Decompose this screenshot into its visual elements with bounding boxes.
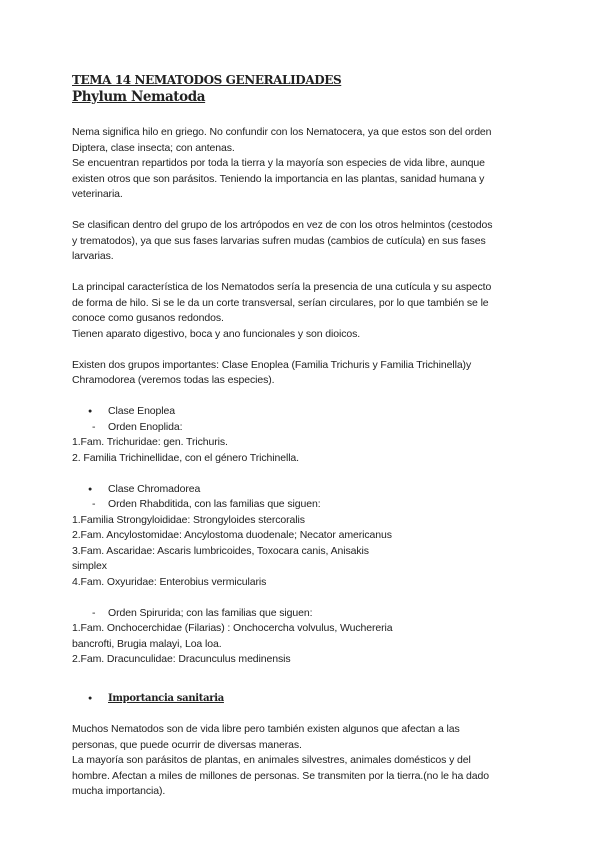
dash-item: - Orden Spirurida; con las familias que siguen: [72, 606, 532, 622]
family-line: 4.Fam. Oxyuridae: Enterobius vermicularis [72, 575, 267, 588]
chromadorea-section [72, 482, 532, 668]
bullet-item: ● Clase Enoplea [72, 404, 532, 420]
family-line: 3.Fam. Ascaridae: Ascaris lumbricoides, Toxocara canis, Anisakis [72, 544, 369, 557]
dash-item: - Orden Rhabditida, con las familias que siguen: [72, 497, 532, 513]
family-line: 1.Fam. Onchocerchidae (Filarias) : Onchocercha volvulus, Wuchereria [72, 622, 393, 634]
characteristics-paragraph [72, 280, 532, 342]
text-line: conoce como gusanos redondos. [72, 312, 224, 324]
text-line: personas, que puede ocurrir de diversas maneras. [72, 738, 302, 751]
text-line: existen otros que son parásitos. Teniendo la importancia en las plantas, sanidad humana y [72, 172, 485, 185]
text-line: La mayoría son parásitos de plantas, en animales silvestres, animales domésticos y del [72, 754, 471, 766]
groups-paragraph [72, 358, 532, 389]
document-title: TEMA 14 NEMATODOS GENERALIDADES [72, 73, 342, 87]
family-line: 2. Familia Trichinellidae, con el género Trichinella. [72, 451, 299, 464]
classification-paragraph [72, 218, 532, 265]
intro-paragraph [72, 125, 532, 203]
text-line: Diptera, clase insecta; con antenas. [72, 141, 235, 154]
family-line: bancrofti, Brugia malayi, Loa loa. [72, 637, 222, 650]
text-line: veterinaria. [72, 188, 123, 200]
family-line: 2.Fam. Ancylostomidae: Ancylostoma duodenale; Necator americanus [72, 529, 392, 541]
text-line: hombre. Afectan a miles de millones de personas. Se transmiten por la tierra.(no le ha dado [72, 769, 489, 782]
enoplea-section [72, 404, 532, 466]
text-line: Se encuentran repartidos por toda la tierra y la mayoría son especies de vida libre, aunque [72, 157, 485, 169]
dash-item: - Orden Enoplida: [72, 420, 532, 436]
family-line: 1.Familia Strongyloididae: Strongyloides stercoralis [72, 513, 305, 526]
text-line: La principal característica de los Nematodos sería la presencia de una cutícula y su aspecto [72, 281, 492, 293]
section-heading-bullet [72, 691, 532, 707]
document-subtitle: Phylum Nematoda [72, 89, 206, 105]
text-line: Chramodorea (veremos todas las especies). [72, 374, 275, 386]
text-line: de forma de hilo. Si se le da un corte transversal, serían circulares, por lo que también se le [72, 296, 489, 309]
text-line: mucha importancia). [72, 785, 166, 797]
family-line: 1.Fam. Trichuridae: gen. Trichuris. [72, 436, 228, 448]
sanitaria-paragraph [72, 722, 532, 800]
text-line: y trematodos), ya que sus fases larvarias sufren mudas (cambios de cutícula) en sus fases [72, 234, 486, 247]
sanitaria-heading: Importancia sanitaria [108, 693, 224, 704]
family-line: 2.Fam. Dracunculidae: Dracunculus medinensis [72, 653, 291, 665]
text-line: larvarias. [72, 250, 114, 262]
text-line: Tienen aparato digestivo, boca y ano funcionales y son dioicos. [72, 327, 361, 340]
family-line: simplex [72, 560, 107, 572]
document-page [72, 72, 532, 800]
text-line: Se clasifican dentro del grupo de los artrópodos en vez de con los otros helmintos (cestodos [72, 219, 493, 231]
text-line: Existen dos grupos importantes: Clase Enoplea (Familia Trichuris y Familia Trichinella)y [72, 358, 472, 371]
bullet-item: ● Clase Chromadorea [72, 482, 532, 498]
text-line: Muchos Nematodos son de vida libre pero también existen algunos que afectan a las [72, 723, 460, 735]
text-line: Nema significa hilo en griego. No confundir con los Nematocera, ya que estos son del orden [72, 126, 492, 138]
